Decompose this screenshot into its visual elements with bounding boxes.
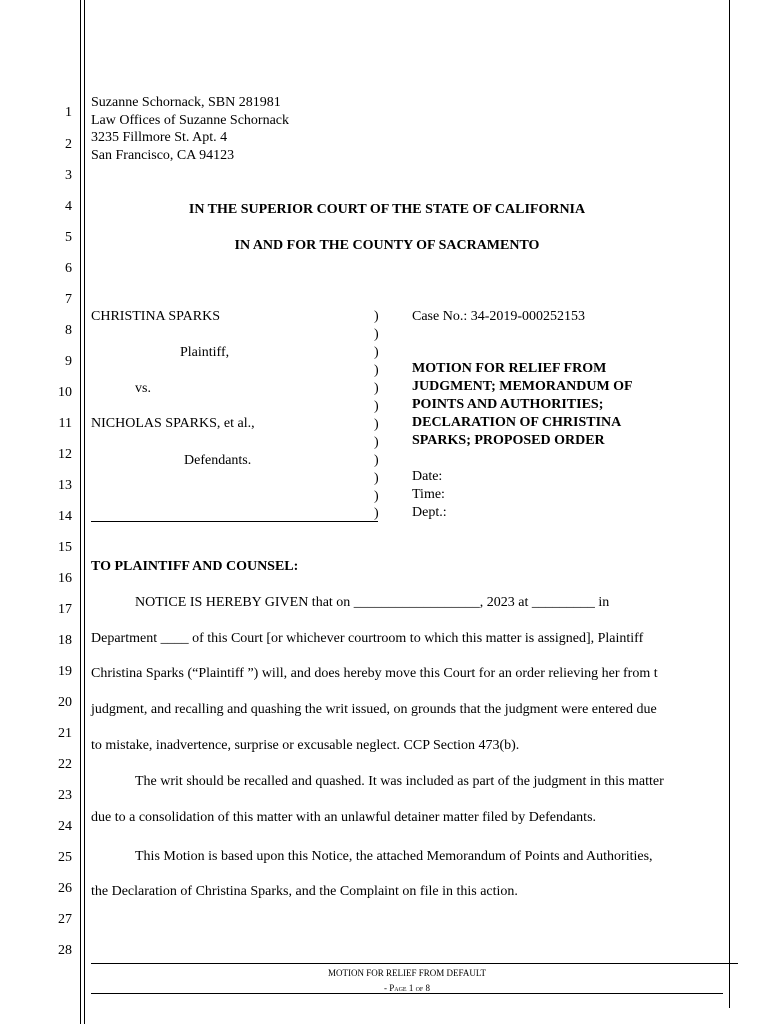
line-number: 3: [65, 168, 72, 183]
line-number: 27: [58, 912, 72, 927]
footer-bottom-rule: [91, 993, 723, 994]
defendant-label: Defendants.: [184, 453, 252, 468]
line-number: 14: [58, 509, 72, 524]
line-number: 15: [58, 540, 72, 555]
line-number: 13: [58, 478, 72, 493]
paren: ): [374, 327, 379, 342]
line-number: 2: [65, 137, 72, 152]
body-line: Christina Sparks (“Plaintiff ”) will, and does hereby move this Court for an order relieving her from t: [91, 666, 658, 681]
motion-title: [412, 360, 672, 450]
line-number: 22: [58, 757, 72, 772]
line-number: 7: [65, 292, 72, 307]
attorney-street: 3235 Fillmore St. Apt. 4: [91, 130, 228, 145]
line-number: 6: [65, 261, 72, 276]
court-heading-line2: IN AND FOR THE COUNTY OF SACRAMENTO: [234, 238, 540, 253]
line-number: 17: [58, 602, 72, 617]
body-line: Department ____ of this Court [or whichever courtroom to which this matter is assigned], Plaintiff: [91, 631, 644, 646]
hearing-dept-label: Dept.:: [412, 505, 447, 520]
margin-rule-left-outer: [80, 0, 81, 1024]
paren: ): [374, 435, 379, 450]
body-line: This Motion is based upon this Notice, the attached Memorandum of Points and Authorities,: [135, 849, 653, 864]
line-number: 9: [65, 354, 72, 369]
line-number: 25: [58, 850, 72, 865]
motion-title-line: JUDGMENT; MEMORANDUM OF: [412, 379, 633, 394]
paren: ): [374, 417, 379, 432]
versus: vs.: [135, 381, 151, 396]
paren: ): [374, 506, 379, 521]
line-number: 1: [65, 105, 72, 120]
line-number: 18: [58, 633, 72, 648]
hearing-time-label: Time:: [412, 487, 445, 502]
paren: ): [374, 471, 379, 486]
line-number: 4: [65, 199, 72, 214]
paren: ): [374, 489, 379, 504]
body-line: to mistake, inadvertence, surprise or excusable neglect. CCP Section 473(b).: [91, 738, 520, 753]
hearing-date-label: Date:: [412, 469, 443, 484]
line-number: 28: [58, 943, 72, 958]
line-number: 26: [58, 881, 72, 896]
line-number: 21: [58, 726, 72, 741]
motion-title-line: MOTION FOR RELIEF FROM: [412, 361, 607, 376]
line-number: 5: [65, 230, 72, 245]
line-number: 12: [58, 447, 72, 462]
body-line: The writ should be recalled and quashed. It was included as part of the judgment in this matter: [135, 774, 664, 789]
paren: ): [374, 381, 379, 396]
plaintiff-label: Plaintiff,: [180, 345, 230, 360]
paren: ): [374, 453, 379, 468]
motion-title-line: POINTS AND AUTHORITIES;: [412, 397, 604, 412]
attorney-name: Suzanne Schornack, SBN 281981: [91, 95, 281, 110]
attorney-city: San Francisco, CA 94123: [91, 148, 235, 163]
motion-title-line: DECLARATION OF CHRISTINA: [412, 415, 622, 430]
paren: ): [374, 399, 379, 414]
line-number: 11: [58, 416, 72, 431]
footer-page: - Page 1 of 8: [383, 983, 430, 993]
line-number: 19: [58, 664, 72, 679]
defendant-name: NICHOLAS SPARKS, et al.,: [91, 416, 255, 431]
margin-rule-right: [729, 0, 730, 1008]
salutation: TO PLAINTIFF AND COUNSEL:: [91, 559, 299, 574]
line-number: 20: [58, 695, 72, 710]
paren: ): [374, 345, 379, 360]
plaintiff-name: CHRISTINA SPARKS: [91, 309, 221, 324]
line-number: 10: [58, 385, 72, 400]
line-number: 23: [58, 788, 72, 803]
paren: ): [374, 309, 379, 324]
paren: ): [374, 363, 379, 378]
motion-title-line: SPARKS; PROPOSED ORDER: [412, 433, 605, 448]
margin-rule-left-inner: [84, 0, 85, 1024]
attorney-firm: Law Offices of Suzanne Schornack: [91, 113, 290, 128]
footer-title: MOTION FOR RELIEF FROM DEFAULT: [327, 968, 486, 978]
body-line: due to a consolidation of this matter with an unlawful detainer matter filed by Defendants.: [91, 810, 597, 825]
body-line: the Declaration of Christina Sparks, and the Complaint on file in this action.: [91, 884, 518, 899]
court-heading-line1: IN THE SUPERIOR COURT OF THE STATE OF CALIFORNIA: [188, 202, 586, 217]
case-number: Case No.: 34-2019-000252153: [412, 309, 586, 324]
body-line: NOTICE IS HEREBY GIVEN that on __________________, 2023 at _________ in: [135, 595, 610, 610]
line-number: 24: [58, 819, 72, 834]
footer-top-rule: [91, 963, 738, 964]
line-number: 16: [58, 571, 72, 586]
caption-bottom-rule: [91, 521, 378, 522]
body-line: judgment, and recalling and quashing the writ issued, on grounds that the judgment were entered due: [91, 702, 657, 717]
line-number: 8: [65, 323, 72, 338]
